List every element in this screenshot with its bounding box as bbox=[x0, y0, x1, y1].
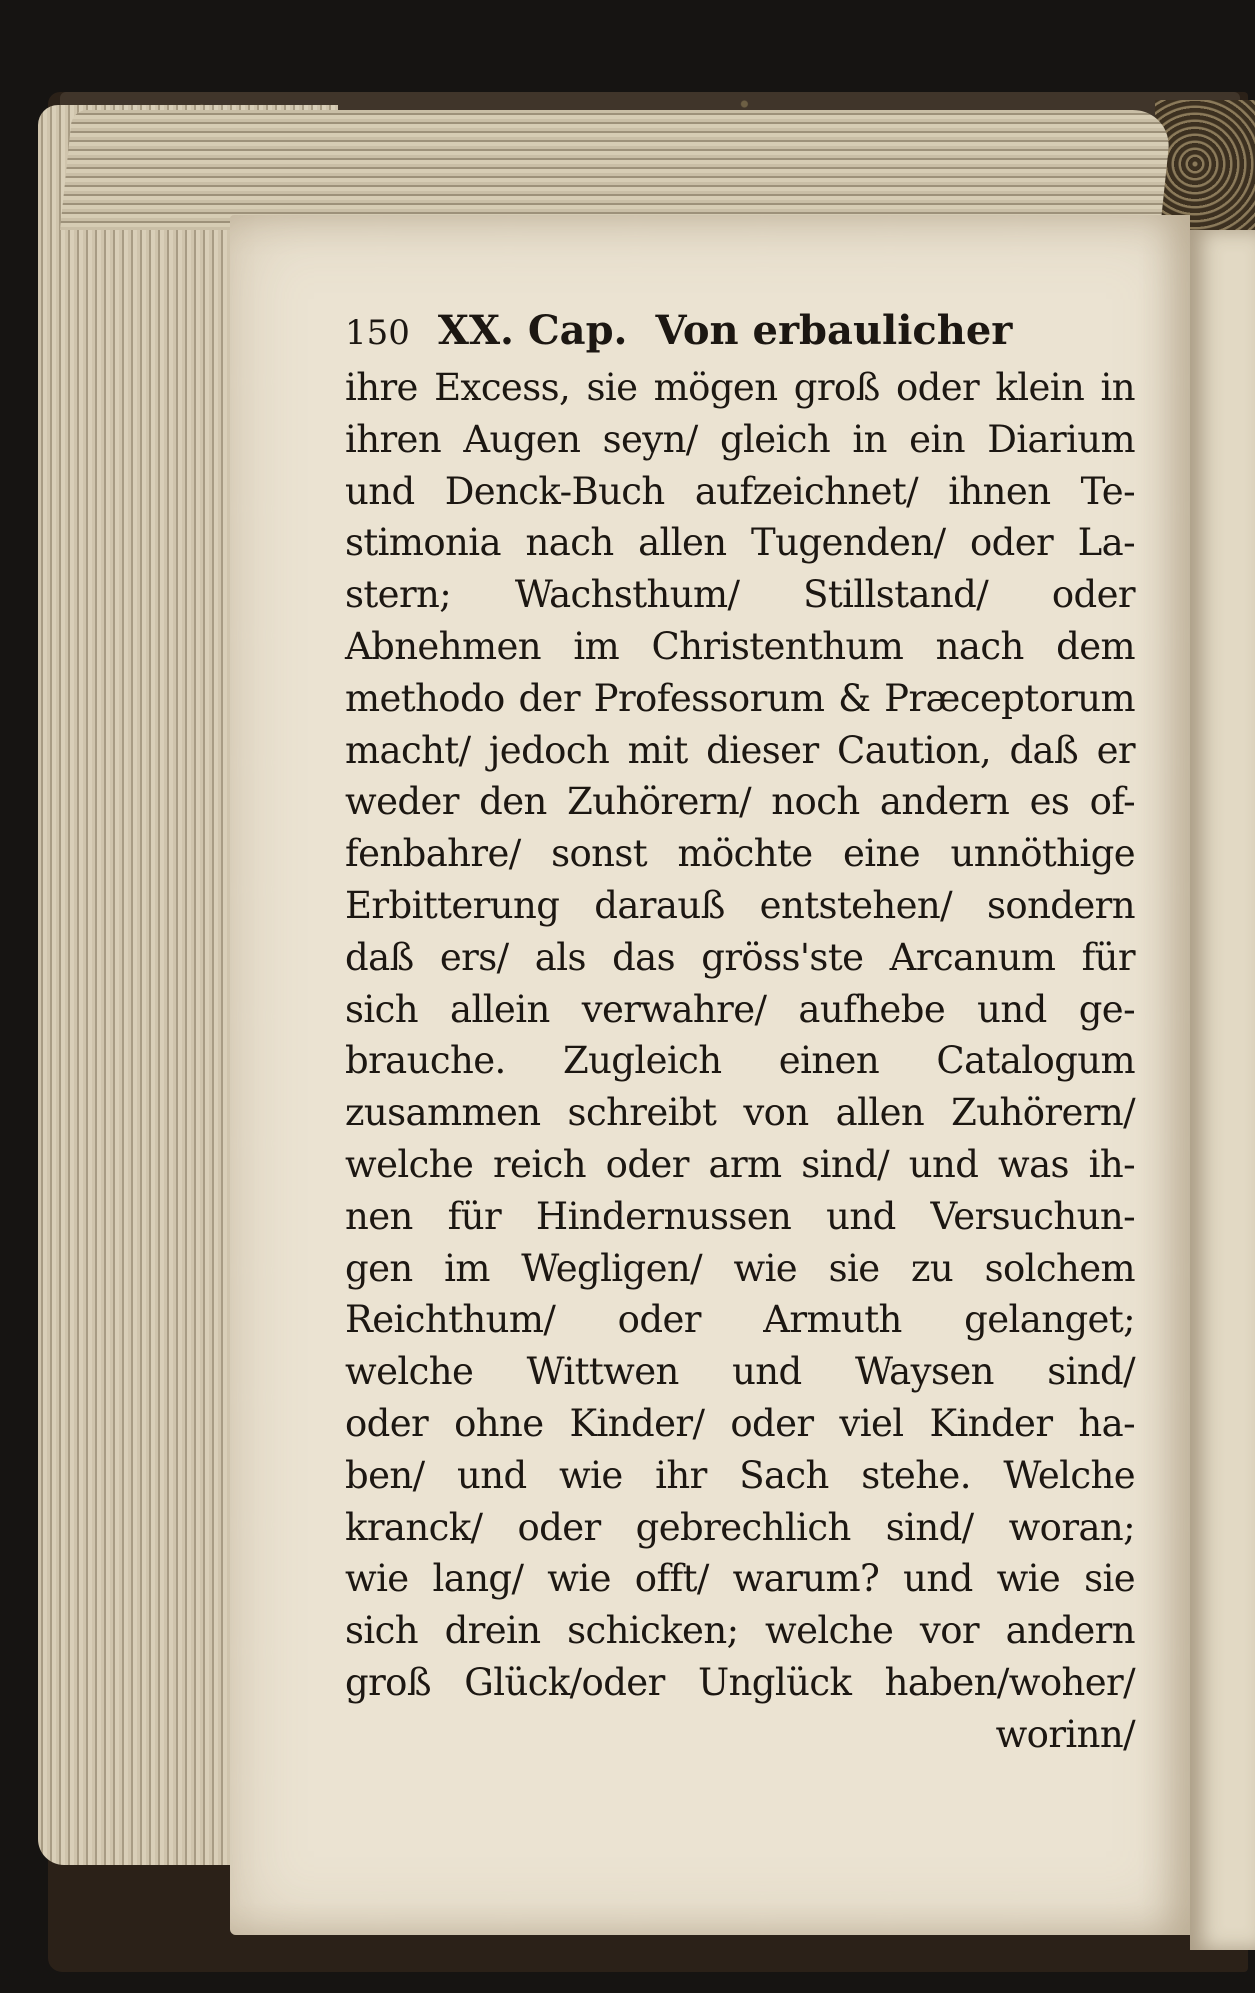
text-line: sich drein schicken; welche vor andern bbox=[345, 1609, 1135, 1653]
text-line: stern; Wachsthum/ Stillstand/ oder bbox=[345, 573, 1135, 617]
text-line: wie lang/ wie offt/ warum? und wie sie bbox=[345, 1557, 1135, 1601]
text-line: stimonia nach allen Tugenden/ oder La- bbox=[345, 521, 1135, 565]
text-line: methodo der Professorum & Præceptorum bbox=[345, 676, 1135, 720]
text-line: ihre Excess, sie mögen groß oder klein in bbox=[345, 366, 1135, 409]
text-line: daß ers/ als das gröss'ste Arcanum für bbox=[345, 935, 1135, 979]
text-line: Erbitterung darauß entstehen/ sondern bbox=[345, 883, 1135, 927]
text-line: welche reich oder arm sind/ und was ih- bbox=[345, 1142, 1135, 1186]
text-line: fenbahre/ sonst möchte eine unnöthige bbox=[345, 832, 1135, 876]
text-line: ben/ und wie ihr Sach stehe. Welche bbox=[345, 1453, 1135, 1497]
page-text bbox=[345, 300, 1135, 1761]
text-line: nen für Hindernussen und Versuchun- bbox=[345, 1194, 1135, 1238]
text-line: sich allein verwahre/ aufhebe und ge- bbox=[345, 987, 1135, 1031]
text-line: welche Wittwen und Waysen sind/ bbox=[345, 1350, 1135, 1394]
text-line: kranck/ oder gebrechlich sind/ woran; bbox=[345, 1505, 1135, 1549]
text-line: Reichthum/ oder Armuth gelanget; bbox=[345, 1298, 1135, 1342]
running-head bbox=[345, 300, 1135, 362]
text-line: ihren Augen seyn/ gleich in ein Diarium bbox=[345, 417, 1135, 461]
text-line: gen im Wegligen/ wie sie zu solchem bbox=[345, 1246, 1135, 1290]
text-line: zusammen schreibt von allen Zuhörern/ bbox=[345, 1091, 1135, 1135]
chapter-title: Von erbaulicher bbox=[655, 307, 1013, 354]
text-line: groß Glück/oder Unglück haben/woher/ bbox=[345, 1660, 1135, 1704]
page-edges-top bbox=[60, 110, 1173, 230]
text-line: macht/ jedoch mit dieser Caution, daß er bbox=[345, 728, 1135, 772]
text-line: Abnehmen im Christenthum nach dem bbox=[345, 624, 1135, 668]
chapter-label: XX. Cap. bbox=[437, 307, 628, 354]
body-text bbox=[345, 362, 1135, 1761]
text-line: weder den Zuhörern/ noch andern es of- bbox=[345, 780, 1135, 824]
text-line: oder ohne Kinder/ oder viel Kinder ha- bbox=[345, 1401, 1135, 1445]
catchword: worinn/ bbox=[995, 1712, 1135, 1756]
text-line: brauche. Zugleich einen Catalogum bbox=[345, 1039, 1135, 1083]
facing-page-edge bbox=[1190, 230, 1255, 1950]
page-number: 150 bbox=[345, 313, 410, 353]
text-line: und Denck-Buch aufzeichnet/ ihnen Te- bbox=[345, 469, 1135, 513]
